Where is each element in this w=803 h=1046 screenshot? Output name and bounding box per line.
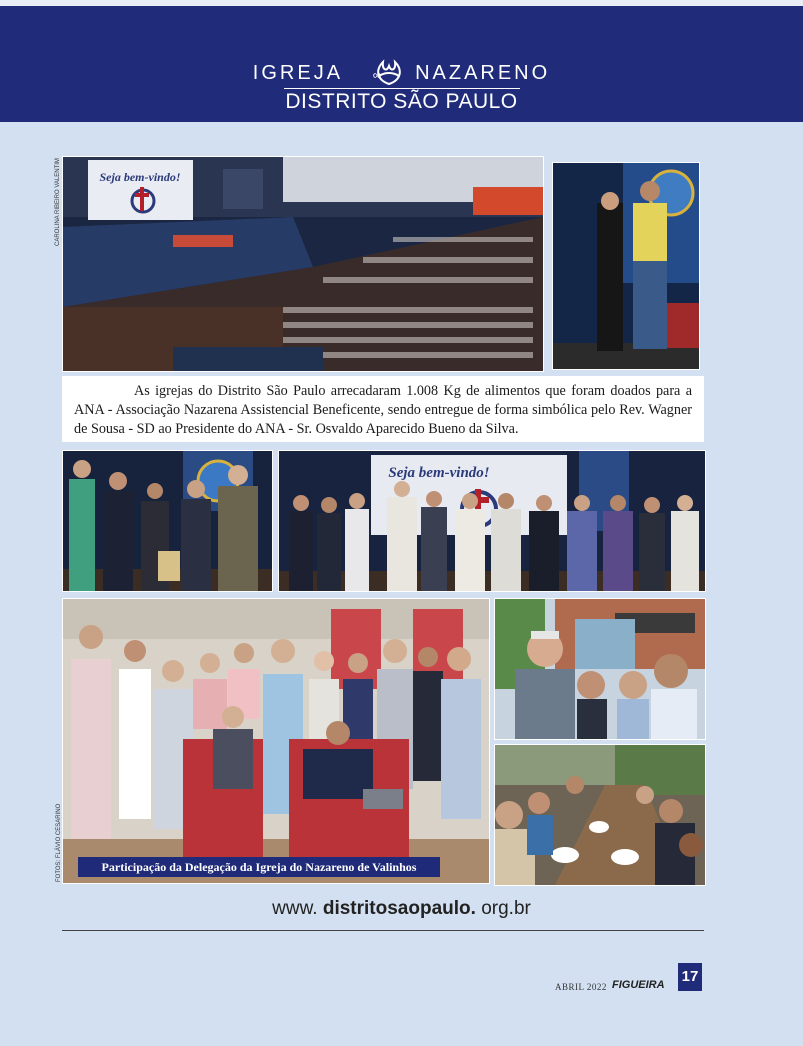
photo-selfie-building	[494, 598, 706, 740]
dinner-image	[495, 745, 705, 885]
photo-group-stage-wide	[278, 450, 706, 592]
photo-donation-handover	[552, 162, 700, 370]
publication-name: FIGUEIRA	[612, 979, 665, 991]
header-top-border	[0, 0, 803, 6]
assembly-hall-image	[63, 157, 543, 371]
infinity-icon: ∞	[372, 68, 385, 82]
screen-welcome-text: Seja bem-vindo!	[99, 170, 181, 184]
group-left-image	[63, 451, 272, 591]
brand-left: IGREJA	[252, 62, 342, 84]
screen-welcome-text-2: Seja bem-vindo!	[388, 465, 490, 481]
delegation-banner: Participação da Delegação da Igreja do Nazareno de Valinhos	[78, 857, 440, 877]
selfie-image	[495, 599, 705, 739]
donation-image	[553, 163, 699, 369]
brand-right: NAZARENO	[415, 62, 551, 84]
page-header	[0, 0, 803, 122]
photo-group-stage-left	[62, 450, 273, 592]
dove-flame-logo-icon	[369, 56, 409, 86]
photo-credit-carolina: CAROLINA RIBEIRO VALENTIM	[55, 158, 61, 246]
district-title: DISTRITO SÃO PAULO	[285, 90, 518, 113]
logo-divider	[284, 88, 520, 89]
issue-date: ABRIL 2022	[555, 982, 607, 992]
group-wide-image	[279, 451, 705, 591]
photo-assembly-hall	[62, 156, 544, 372]
url-domain: distritosaopaulo.	[322, 898, 476, 919]
delegation-image	[63, 599, 489, 883]
caption-text: As igrejas do Distrito São Paulo arrecadaram 1.008 Kg de alimentos que foram doados para a ANA - Associação Nazarena Assistencial Beneficente, sendo entregue de forma simbólica pelo Rev. Wagner de Sousa - SD ao Presidente do ANA - Sr. Osvaldo Aparecido Bueno da Silva.	[74, 383, 692, 437]
photo-restaurant-dinner	[494, 744, 706, 886]
footer-divider	[62, 930, 704, 931]
photo-credit-flavio: FOTOS: FLÁVIO CESARINO	[56, 803, 62, 882]
photo-caption-box	[62, 376, 704, 442]
photo-valinhos-delegation	[62, 598, 490, 884]
website-url[interactable]	[0, 898, 803, 920]
page-number: 17	[678, 963, 702, 991]
url-prefix: www.	[272, 898, 318, 919]
url-suffix: org.br	[481, 898, 531, 919]
